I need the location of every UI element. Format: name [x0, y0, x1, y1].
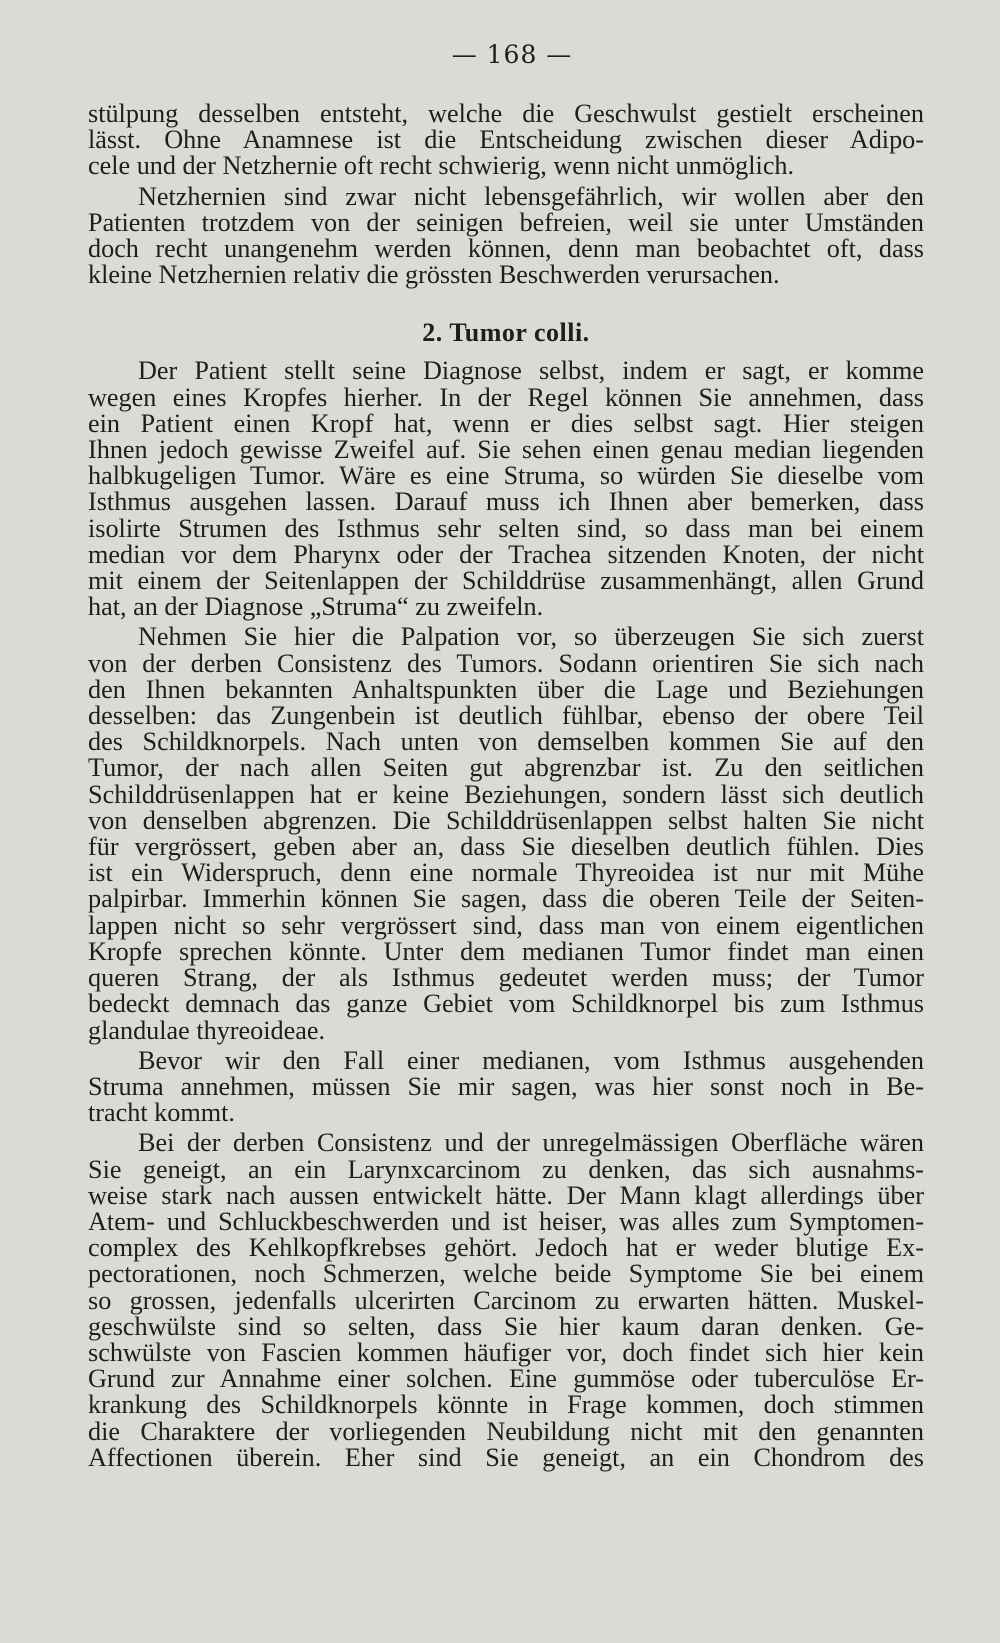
text-line: palpirbar. Immerhin können Sie sagen, dass die oberen Teile der Seiten-	[88, 884, 924, 914]
paragraph	[88, 624, 924, 1043]
text-line: Grund zur Annahme einer solchen. Eine gummöse oder tuberculöse Er-	[88, 1364, 924, 1394]
text-line: weise stark nach aussen entwickelt hätte. Der Mann klagt allerdings über	[88, 1180, 924, 1210]
text-line: so grossen, jedenfalls ulcerirten Carcinom zu erwarten hätten. Muskel-	[88, 1285, 924, 1315]
paragraph	[88, 1045, 924, 1128]
paragraph	[88, 101, 924, 180]
text-line: hat, an der Diagnose „Struma“ zu zweifeln.	[88, 592, 544, 622]
text-line: Isthmus ausgehen lassen. Darauf muss ich Ihnen aber bemerken, dass	[88, 487, 924, 517]
text-line: cele und der Netzhernie oft recht schwierig, wenn nicht unmöglich.	[88, 151, 795, 181]
text-line: Nehmen Sie hier die Palpation vor, so überzeugen Sie sich zuerst	[138, 622, 924, 652]
text-line: doch recht unangenehm werden können, denn man beobachtet oft, dass	[88, 234, 924, 264]
text-line: wegen eines Kropfes hierher. In der Regel können Sie annehmen, dass	[88, 382, 924, 412]
text-line: krankung des Schildknorpels könnte in Frage kommen, doch stimmen	[88, 1390, 924, 1420]
text-line: Atem- und Schluckbeschwerden und ist heiser, was alles zum Symptomen-	[88, 1206, 924, 1236]
text-line: queren Strang, der als Isthmus gedeutet werden muss; der Tumor	[88, 963, 924, 993]
text-line: von denselben abgrenzen. Die Schilddrüsenlappen selbst halten Sie nicht	[88, 805, 924, 835]
text-line: Ihnen jedoch gewisse Zweifel auf. Sie sehen einen genau median liegenden	[88, 435, 924, 465]
paragraph	[88, 181, 924, 290]
text-line: für vergrössert, geben aber an, dass Sie dieselben deutlich fühlen. Dies	[88, 832, 924, 862]
paragraph	[88, 1130, 924, 1471]
text-line: mit einem der Seitenlappen der Schilddrüse zusammenhängt, allen Grund	[88, 566, 924, 596]
text-line: Kropfe sprechen könnte. Unter dem medianen Tumor findet man einen	[88, 936, 924, 966]
text-line: Bevor wir den Fall einer medianen, vom Isthmus ausgehenden	[138, 1045, 924, 1075]
text-line: von der derben Consistenz des Tumors. Sodann orientiren Sie sich nach	[88, 648, 924, 678]
text-line: lässt. Ohne Anamnese ist die Entscheidung zwischen dieser Adipo-	[88, 125, 924, 155]
text-line: Patienten trotzdem von der seinigen befreien, weil sie unter Umständen	[88, 207, 924, 237]
section-heading: 2. Tumor colli.	[422, 318, 590, 348]
text-line: kleine Netzhernien relativ die grössten Beschwerden verursachen.	[88, 260, 780, 290]
text-line: pectorationen, noch Schmerzen, welche beide Symptome Sie bei einem	[88, 1259, 924, 1289]
text-line: stülpung desselben entsteht, welche die Geschwulst gestielt erscheinen	[88, 99, 924, 128]
text-line: ist ein Widerspruch, denn eine normale Thyreoidea ist nur mit Mühe	[88, 858, 924, 888]
text-line: Netzhernien sind zwar nicht lebensgefährlich, wir wollen aber den	[138, 181, 924, 211]
text-line: lappen nicht so sehr vergrössert sind, dass man von einem eigentlichen	[88, 910, 924, 940]
paragraph	[88, 358, 924, 620]
text-line: halbkugeligen Tumor. Wäre es eine Struma, so würden Sie dieselbe vom	[88, 461, 924, 491]
text-line: geschwülste sind so selten, dass Sie hier kaum daran denken. Ge-	[88, 1311, 924, 1341]
text-line: tracht kommt.	[88, 1098, 235, 1128]
text-line: Der Patient stellt seine Diagnose selbst, indem er sagt, er komme	[138, 356, 924, 386]
text-line: desselben: das Zungenbein ist deutlich fühlbar, ebenso der obere Teil	[88, 701, 924, 731]
text-line: median vor dem Pharynx oder der Trachea sitzenden Knoten, der nicht	[88, 539, 924, 569]
text-line: schwülste von Fascien kommen häufiger vor, doch findet sich hier kein	[88, 1337, 924, 1367]
text-line: ein Patient einen Kropf hat, wenn er dies selbst sagt. Hier steigen	[88, 408, 924, 438]
text-line: Affectionen überein. Eher sind Sie geneigt, an ein Chondrom des	[88, 1442, 924, 1472]
text-line: complex des Kehlkopfkrebses gehört. Jedoch hat er weder blutige Ex-	[88, 1233, 924, 1263]
page-number: — 168 —	[451, 40, 573, 69]
text-line: glandulae thyreoideae.	[88, 1015, 326, 1045]
text-line: den Ihnen bekannten Anhaltspunkten über die Lage und Beziehungen	[88, 674, 924, 704]
text-line: Schilddrüsenlappen hat er keine Beziehungen, sondern lässt sich deutlich	[88, 779, 924, 809]
text-line: Bei der derben Consistenz und der unregelmässigen Oberfläche wären	[138, 1128, 924, 1158]
text-line: bedeckt demnach das ganze Gebiet vom Schildknorpel bis zum Isthmus	[88, 989, 924, 1019]
text-line: Tumor, der nach allen Seiten gut abgrenzbar ist. Zu den seitlichen	[88, 753, 924, 783]
text-line: die Charaktere der vorliegenden Neubildung nicht mit den genannten	[88, 1416, 924, 1446]
text-line: isolirte Strumen des Isthmus sehr selten sind, so dass man bei einem	[88, 513, 924, 543]
text-line: des Schildknorpels. Nach unten von demselben kommen Sie auf den	[88, 727, 924, 757]
text-line: Struma annehmen, müssen Sie mir sagen, was hier sonst noch in Be-	[88, 1071, 924, 1101]
text-line: Sie geneigt, an ein Larynxcarcinom zu denken, das sich ausnahms-	[88, 1154, 924, 1184]
